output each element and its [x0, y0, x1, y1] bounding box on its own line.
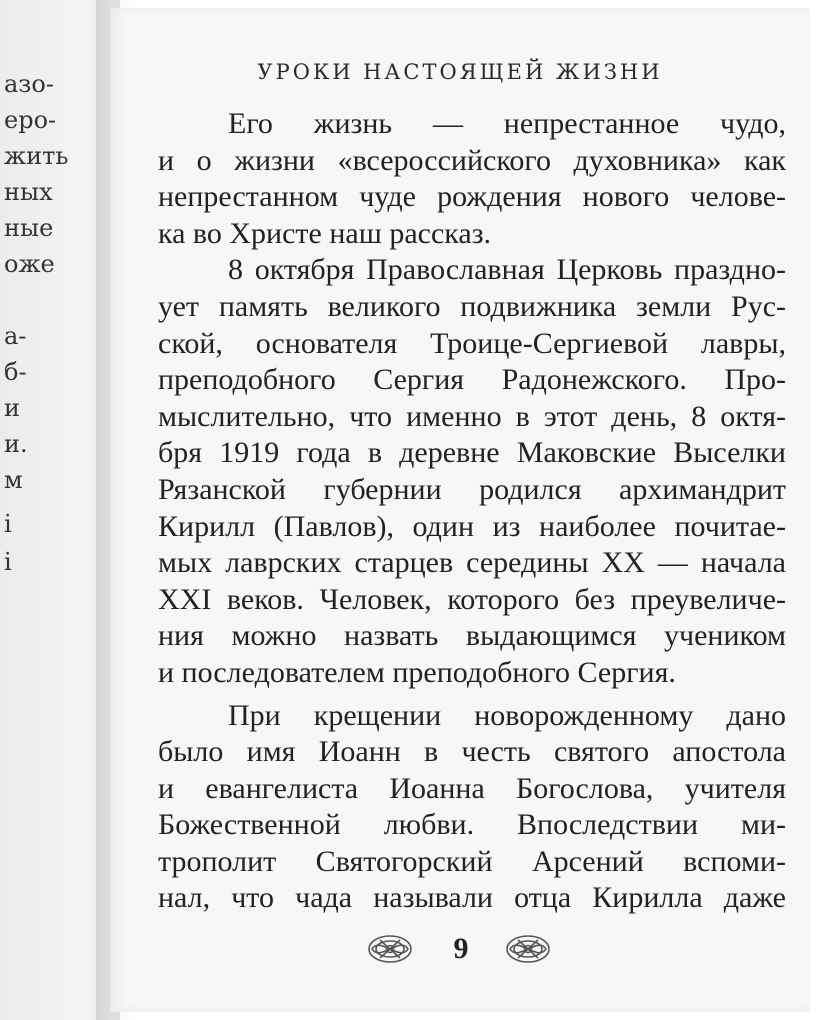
- left-page-fragment: и.: [4, 430, 28, 458]
- left-page-fragment: і: [4, 548, 12, 576]
- page-footer: [110, 928, 810, 974]
- left-page-fragment: а-: [4, 322, 27, 350]
- left-page-fragment: и: [4, 394, 20, 422]
- text-line: непрестанном чуде рождения нового челове-: [158, 180, 786, 214]
- left-page-fragment: оже: [4, 250, 55, 278]
- left-page-fragment: жить: [4, 142, 69, 170]
- left-page-fragment: і: [4, 510, 12, 538]
- running-head: УРОКИ НАСТОЯЩЕЙ ЖИЗНИ: [257, 60, 663, 84]
- text-line: Божественной любви. Впоследствии ми-: [158, 808, 786, 842]
- celtic-knot-ornament-icon: [504, 932, 552, 966]
- text-line: 8 октября Православная Церковь праздно-: [228, 253, 786, 287]
- left-page-fragment: ных: [4, 178, 53, 206]
- text-line: и последователем преподобного Сергия.: [158, 655, 676, 689]
- text-line: При крещении новорожденному дано: [228, 698, 786, 732]
- left-page-fragment: ные: [4, 214, 54, 242]
- text-line: мых лаврских старцев середины XX — начала: [158, 546, 786, 580]
- left-page-fragment: м: [4, 466, 23, 494]
- text-line: Его жизнь — непрестанное чудо,: [228, 107, 786, 140]
- text-line: ния можно назвать выдающимся учеником: [158, 619, 786, 653]
- text-line: было имя Иоанн в честь святого апостола: [158, 735, 786, 769]
- text-line: и о жизни «всероссийского духовника» как: [158, 143, 786, 177]
- text-line: ка во Христе наш рассказ.: [158, 216, 492, 250]
- left-page-fragment: азо-: [4, 70, 54, 98]
- page-number: 9: [453, 932, 469, 965]
- text-line: преподобного Сергия Радонежского. Про-: [158, 363, 786, 397]
- text-line: Рязанской губернии родился архимандрит: [158, 472, 786, 506]
- text-line: бря 1919 года в деревне Маковские Выселки: [158, 436, 786, 470]
- text-line: трополит Святогорский Арсений вспоми-: [158, 844, 786, 878]
- celtic-knot-ornament-icon: [366, 932, 414, 966]
- text-line: и евангелиста Иоанна Богослова, учителя: [158, 771, 786, 805]
- text-line: ской, основателя Троице-Сергиевой лавры,: [158, 326, 786, 360]
- body-text: [158, 106, 786, 917]
- right-page: [110, 8, 810, 1012]
- text-line: нал, что чада называли отца Кирилла даже: [158, 881, 786, 915]
- text-line: мыслительно, что именно в этот день, 8 октя-: [158, 399, 786, 433]
- left-page-fragment: еро-: [4, 106, 57, 134]
- text-line: XXI веков. Человек, которого без преувеличе-: [158, 582, 786, 616]
- left-page-fragment: б-: [4, 358, 27, 386]
- text-line: ует память великого подвижника земли Рус-: [158, 289, 786, 323]
- text-line: Кирилл (Павлов), один из наиболее почитае-: [158, 509, 786, 543]
